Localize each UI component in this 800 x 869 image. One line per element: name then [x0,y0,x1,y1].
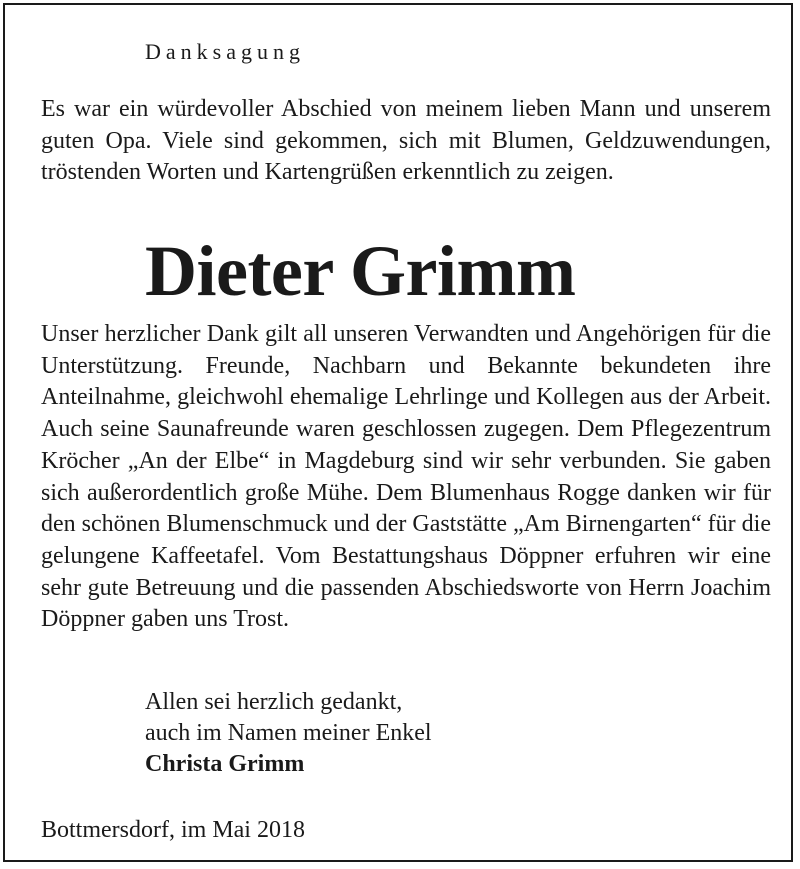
thanks-paragraph: Unser herzlicher Dank gilt all unseren Verwandten und Angehörigen für die Unterstützung. Freunde, Nachbarn und Bekannte bekundeten ihre Anteilnahme, gleichwohl ehemalige Lehrlinge und Kollegen aus der Arbeit. Auch seine Saunafreunde waren geschlossen zugegen. Dem Pflegezentrum Kröcher „An der Elbe“ in Magdeburg sind wir sehr verbunden. Sie gaben sich außerordentlich große Mühe. Dem Blumenhaus Rogge danken wir für den schönen Blumenschmuck und der Gaststätte „Am Birnengarten“ für die gelungene Kaffeetafel. Vom Bestattungshaus Döppner erfuhren wir eine sehr gute Betreuung und die passenden Abschiedsworte von Herrn Joachim Döppner gaben uns Trost. [41,321,771,633]
notice-heading: Danksagung [145,39,305,64]
notice-frame [3,3,793,862]
closing-block [145,687,432,780]
place-date: Bottmersdorf, im Mai 2018 [41,817,305,843]
deceased-name: Dieter Grimm [145,231,576,311]
closing-line: auch im Namen meiner Enkel [145,720,432,746]
intro-paragraph: Es war ein würdevoller Abschied von meinem lieben Mann und unserem guten Opa. Viele sind gekommen, sich mit Blumen, Geldzuwendungen, tröstenden Worten und Kartengrüßen erkenntlich zu zeigen. [41,96,771,186]
closing-line: Allen sei herzlich gedankt, [145,689,403,715]
signer-name: Christa Grimm [145,751,305,777]
